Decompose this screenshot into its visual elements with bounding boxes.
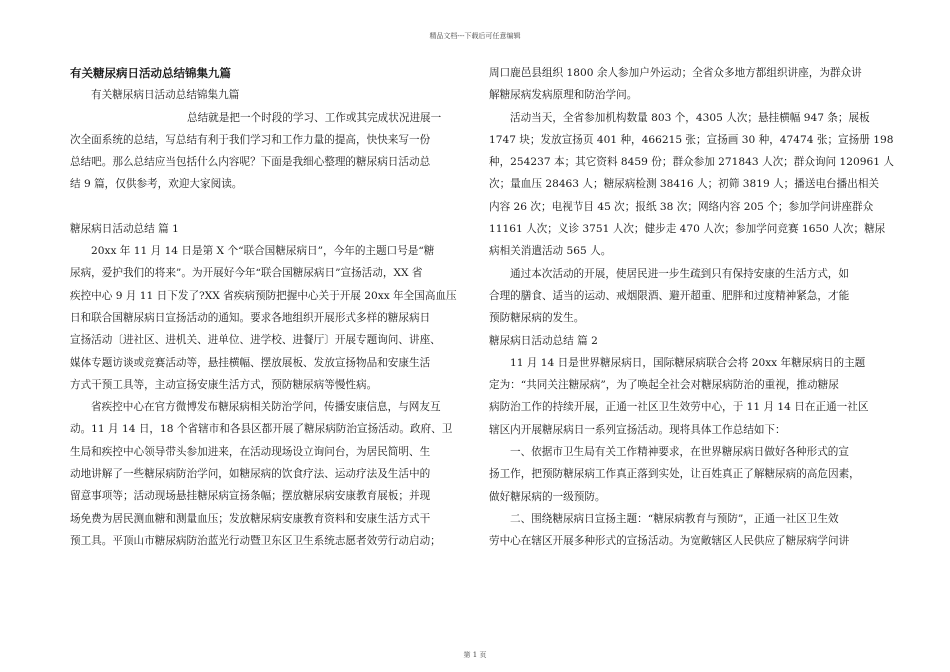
left-column-text xyxy=(70,84,470,552)
page-header: 精品文档---下载后可任意编辑 xyxy=(429,32,521,40)
text-line: 11 月 14 日是世界糖尿病日，国际糖尿病联合会将 20xx 年糖尿病日的主题 xyxy=(510,356,866,369)
text-line: 11161 人次；义诊 3751 人次；健步走 470 人次；参加学问竞赛 1650 人次；糖尿 xyxy=(489,223,886,236)
text-line: 辖区内开展糖尿病日一系列宣扬活动。现将具体工作总结如下： xyxy=(489,423,786,436)
text-line xyxy=(70,196,470,218)
text-line: 一、依据市卫生局有关工作精神要求，在世界糖尿病日做好各种形式的宣 xyxy=(510,446,849,459)
text-line: 尿病，爱护我们的将来”。为开展好今年“联合国糖尿病日”宣扬活动，XX 省 xyxy=(70,267,423,280)
text-line: 种，254237 本；其它资料 8459 份；群众参加 271843 人次；群众询问 120961 人 xyxy=(489,156,894,169)
text-line: 生局和疾控中心领导带头参加进来，在活动现场设立询问台，为居民简明、生 xyxy=(70,445,431,458)
page-footer: 第 1 页 xyxy=(463,651,487,659)
text-line: 预防糖尿病的发生。 xyxy=(489,312,585,325)
text-line: 有关糖尿病日活动总结锦集九篇 xyxy=(91,89,240,102)
left-column xyxy=(70,62,470,552)
text-line: 方式干预工具等，主动宣扬安康生活方式，预防糖尿病等慢性病。 xyxy=(70,378,378,391)
text-line: 活动当天，全省参加机构数量 803 个，4305 人次；悬挂横幅 947 条；展板 xyxy=(510,111,870,124)
text-line: 日和联合国糖尿病日宣扬活动的通知。要求各地组织开展形式多样的糖尿病日 xyxy=(70,311,431,324)
text-line: 次；量血压 28463 人；糖尿病检测 38416 人；初筛 3819 人；播送电台播出相关 xyxy=(489,178,880,191)
text-line: 糖尿病日活动总结 篇 1 xyxy=(70,222,179,235)
text-line: 解糖尿病发病原理和防治学问。 xyxy=(489,89,638,102)
document-title: 有关糖尿病日活动总结锦集九篇 xyxy=(70,66,231,80)
text-line: 病防治工作的持续开展，正通一社区卫生效劳中心，于 11 月 14 日在正通一社区 xyxy=(489,401,869,414)
text-line: 通过本次活动的开展，使居民进一步生疏到只有保持安康的生活方式，如 xyxy=(510,267,849,280)
right-column xyxy=(489,62,894,553)
text-line: 周口鹿邑县组织 1800 余人参加户外运动；全省众多地方都组织讲座，为群众讲 xyxy=(489,67,862,79)
right-column-text xyxy=(489,62,894,553)
text-line: 二、围绕糖尿病日宣扬主题：“糖尿病教育与预防”，正通一社区卫生效 xyxy=(510,512,839,525)
text-line: 内容 26 次；电视节目 45 次；报纸 38 次；网络内容 205 个；参加学问讲座群众 xyxy=(489,200,874,213)
text-line: 扬工作，把预防糖尿病工作真正落到实处，让百姓真正了解糖尿病的高危因素， xyxy=(489,468,860,481)
text-line: 总结吧。那么总结应当包括什么内容呢？下面是我细心整理的糖尿病日活动总 xyxy=(70,156,431,169)
text-line: 总结就是把一个时段的学习、工作或其完成状况进展一 xyxy=(187,111,442,124)
text-line: 留意事项等；活动现场悬挂糖尿病宣扬条幅；摆放糖尿病安康教育展板；并现 xyxy=(70,490,431,503)
text-line: 次全面系统的总结，写总结有利于我们学习和工作力量的提高，快快来写一份 xyxy=(70,133,431,146)
text-line: 省疾控中心在官方微博发布糖尿病相关防治学问，传播安康信息，与网友互 xyxy=(91,401,441,414)
text-line: 劳中心在辖区开展多种形式的宣扬活动。为宽敞辖区人民供应了糖尿病学问讲 xyxy=(489,535,850,548)
text-line: 做好糖尿病的一级预防。 xyxy=(489,490,606,503)
text-line: 结 9 篇，仅供参考，欢迎大家阅读。 xyxy=(70,178,243,191)
text-line: 糖尿病日活动总结 篇 2 xyxy=(489,334,598,347)
text-line: 1747 块；发放宣扬页 401 种，466215 张；宣扬画 30 种，47474 张；宣扬册 198 xyxy=(489,133,894,146)
text-line: 疾控中心 9 月 11 日下发了?XX 省疾病预防把握中心关于开展 20xx 年全国高血压 xyxy=(70,289,457,302)
text-line: 定为：“共同关注糖尿病”，为了唤起全社会对糖尿病防治的重视，推动糖尿 xyxy=(489,379,839,392)
text-line: 媒体专题访谈或竞赛活动等，悬挂横幅、摆放展板、发放宣扬物品和安康生活 xyxy=(70,356,431,369)
text-line: 动。11 月 14 日，18 个省辖市和各县区都开展了糖尿病防治宣扬活动。政府、卫 xyxy=(70,423,453,436)
text-line: 20xx 年 11 月 14 日是第 X 个“联合国糖尿病日”，今年的主题口号是“糖 xyxy=(91,245,435,258)
text-line: 宣扬活动〔进社区、进机关、进单位、进学校、进餐厅〕开展专题询问、讲座、 xyxy=(70,334,441,347)
text-line: 合理的膳食、适当的运动、戒烟限酒、避开超重、肥胖和过度精神紧急，才能 xyxy=(489,289,850,302)
text-line: 场免费为居民测血糖和测量血压；发放糖尿病安康教育资料和安康生活方式干 xyxy=(70,512,431,525)
text-line: 预工具。平顶山市糖尿病防治蓝光行动暨卫东区卫生系统志愿者效劳行动启动； xyxy=(70,534,441,547)
text-line: 动地讲解了一些糖尿病防治学问，如糖尿病的饮食疗法、运动疗法及生活中的 xyxy=(70,468,431,481)
text-line: 病相关消遣活动 565 人。 xyxy=(489,245,612,258)
